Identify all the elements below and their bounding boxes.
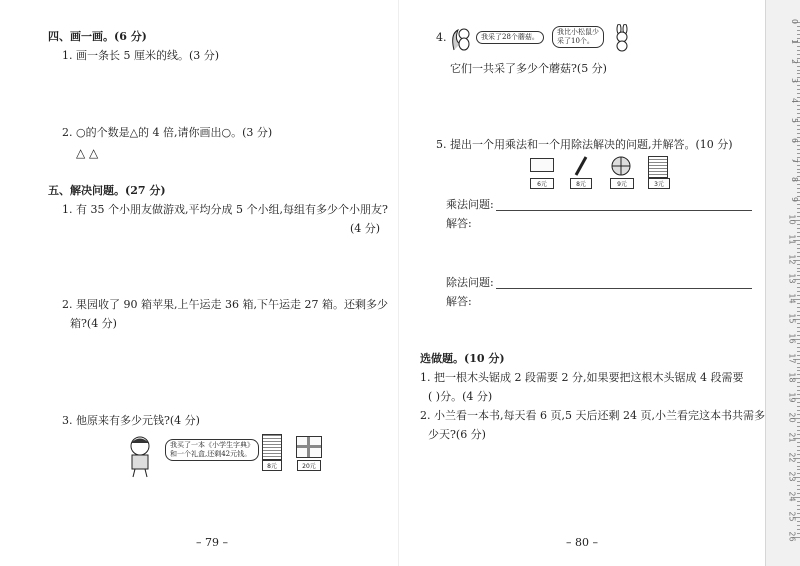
division-question-label: 除法问题: — [446, 276, 494, 289]
speech-bubble-rabbit — [552, 26, 604, 48]
question-r4-text: 它们一共采了多少个蘑菇?(5 分) — [450, 62, 607, 75]
question-r5: 5. 提出一个用乘法和一个用除法解决的问题,并解答。(10 分) — [436, 138, 733, 151]
question-5-2-line1: 2. 果园收了 90 箱苹果,上午运走 36 箱,下午运走 27 箱。还剩多少 — [62, 298, 388, 311]
ruler-number: 22 — [787, 452, 797, 463]
page-number-right: – 80 – — [566, 536, 598, 549]
ruler-number: 18 — [787, 372, 797, 383]
ruler-number: 7 — [789, 157, 799, 163]
question-4-1: 1. 画一条长 5 厘米的线。(3 分) — [62, 49, 220, 62]
ruler-number: 12 — [787, 254, 797, 265]
ruler-number: 13 — [787, 273, 797, 284]
ruler-number: 25 — [787, 511, 797, 522]
bubble-line-1: 我比小松鼠少 — [557, 28, 599, 36]
ruler-number: 19 — [787, 392, 797, 403]
question-5-1: 1. 有 35 个小朋友做游戏,平均分成 5 个小组,每组有多少个小朋友? — [62, 203, 388, 216]
optional-2-line2: 少天?(6 分) — [428, 428, 486, 441]
ball-picture — [610, 155, 632, 177]
answer-label-1: 解答: — [446, 217, 472, 230]
ruler-number: 9 — [789, 197, 799, 203]
ruler — [765, 0, 800, 566]
price-tag-2: 8元 — [570, 178, 592, 189]
optional-1-line1: 1. 把一根木头锯成 2 段需要 2 分,如果要把这根木头锯成 4 段需要 — [420, 371, 744, 384]
ruler-number: 1 — [789, 38, 799, 44]
ruler-number: 14 — [787, 293, 797, 304]
section-5-title: 五、解决问题。(27 分) — [48, 184, 166, 197]
price-tag-1: 6元 — [530, 178, 554, 189]
book-picture — [262, 434, 282, 460]
page-number-left: – 79 – — [196, 536, 228, 549]
multiplication-question-label: 乘法问题: — [446, 198, 494, 211]
speech-bubble-boy — [165, 439, 259, 461]
multiplication-answer-line[interactable] — [496, 210, 752, 211]
ruler-number: 10 — [787, 214, 797, 225]
ruler-number: 23 — [787, 471, 797, 482]
optional-2-line1: 2. 小兰看一本书,每天看 6 页,5 天后还剩 24 页,小兰看完这本书共需多 — [420, 409, 765, 422]
gift-box-picture — [296, 436, 322, 458]
ruler-number: 26 — [787, 531, 797, 542]
ruler-number: 17 — [787, 353, 797, 364]
bubble-line-2: 采了10个。 — [557, 36, 594, 45]
bubble-line-1: 我买了一本《小学生字典》 — [170, 441, 254, 449]
squirrel-illustration — [450, 24, 472, 52]
ruler-number: 8 — [789, 177, 799, 183]
ruler-number: 2 — [789, 58, 799, 64]
price-tag-3: 9元 — [610, 178, 634, 189]
speech-bubble-squirrel: 我采了28个蘑菇。 — [476, 31, 544, 44]
question-5-1-score: (4 分) — [350, 222, 381, 235]
triangle-shapes: △ △ — [76, 146, 99, 160]
rabbit-illustration — [612, 24, 632, 52]
page-fold — [398, 0, 399, 566]
answer-label-2: 解答: — [446, 295, 472, 308]
question-r4-number: 4. — [436, 31, 447, 44]
ruler-number: 15 — [787, 313, 797, 324]
section-4-title: 四、画一画。(6 分) — [48, 30, 147, 43]
ruler-number: 11 — [787, 234, 797, 245]
ruler-number: 24 — [787, 491, 797, 502]
boy-illustration — [120, 434, 164, 478]
book-picture — [648, 156, 668, 178]
optional-1-line2: ( )分。(4 分) — [428, 390, 493, 403]
pencil-case-picture — [530, 158, 554, 172]
division-answer-line[interactable] — [496, 288, 752, 289]
price-tag-gift: 20元 — [297, 460, 321, 471]
ruler-number: 5 — [789, 117, 799, 124]
question-4-2: 2. ○的个数是△的 4 倍,请你画出○。(3 分) — [62, 126, 273, 139]
price-tag-book: 8元 — [262, 460, 282, 471]
bubble-line-2: 和一个礼盒,还剩42元钱。 — [170, 449, 252, 458]
ruler-number: 16 — [787, 333, 797, 344]
ruler-number: 0 — [789, 18, 799, 25]
ruler-number: 20 — [787, 412, 797, 423]
optional-section-title: 选做题。(10 分) — [420, 352, 505, 365]
question-5-3: 3. 他原来有多少元钱?(4 分) — [62, 414, 200, 427]
question-5-2-line2: 箱?(4 分) — [70, 317, 117, 330]
price-tag-4: 3元 — [648, 178, 670, 189]
ruler-number: 4 — [789, 98, 799, 104]
ruler-number: 3 — [789, 78, 799, 84]
pen-picture — [572, 155, 590, 177]
ruler-number: 21 — [787, 432, 797, 443]
ruler-number: 6 — [789, 137, 799, 143]
